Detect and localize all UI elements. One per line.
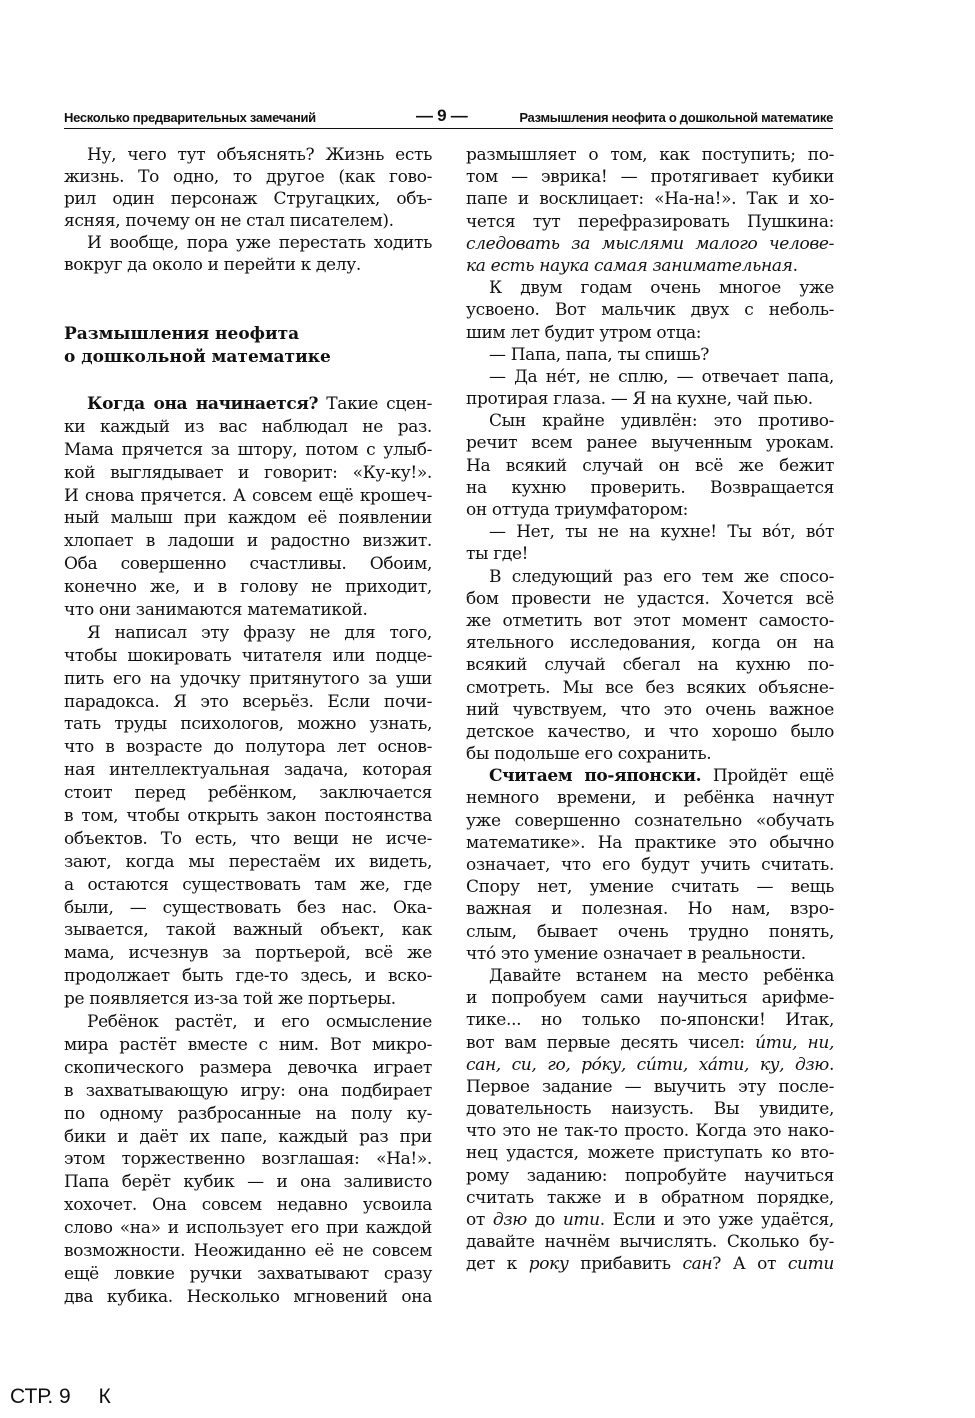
text-run: хлопает в ладоши и радостно визжит. bbox=[64, 531, 432, 552]
text-line bbox=[466, 677, 834, 699]
text-line bbox=[466, 1187, 834, 1209]
text-line bbox=[64, 874, 432, 897]
left-column-intro bbox=[64, 144, 432, 276]
text-run: математике». На практике это обычно bbox=[466, 832, 834, 853]
text-line bbox=[64, 1194, 432, 1217]
text-line bbox=[64, 942, 432, 965]
text-run: немного времени, и ребёнка начнут bbox=[466, 788, 834, 809]
text-run: кой выглядывает и говорит: «Ку-ку!». bbox=[64, 462, 432, 483]
text-line bbox=[64, 393, 432, 416]
text-line bbox=[466, 1165, 834, 1187]
text-line bbox=[466, 654, 834, 676]
text-run: зывается, такой важный объект, как bbox=[64, 920, 432, 941]
text-line bbox=[64, 1286, 432, 1309]
text-lines bbox=[64, 393, 432, 1309]
section-heading bbox=[64, 323, 331, 369]
text-line bbox=[466, 566, 834, 588]
text-line bbox=[64, 599, 432, 622]
text-run: речит всем ранее выученным урокам. bbox=[466, 433, 834, 454]
text-line bbox=[466, 876, 834, 898]
text-run: ре появляется из-за той же портьеры. bbox=[64, 989, 396, 1010]
text-run: на кухню проверить. Возвращается bbox=[466, 477, 834, 498]
text-run: — Нет, ты не на кухне! Ты во́т, во́т bbox=[489, 522, 834, 543]
right-column-body bbox=[466, 144, 834, 1276]
text-line bbox=[466, 144, 834, 166]
text-run: два кубика. Несколько мгновений она bbox=[64, 1286, 432, 1307]
text-line bbox=[466, 1098, 834, 1120]
italic-run: сан bbox=[682, 1254, 713, 1275]
text-run: бики и даёт их папе, каждый раз при bbox=[64, 1126, 432, 1147]
italic-run: и́ти, ни, bbox=[755, 1032, 834, 1053]
text-run: чтобы шокировать читателя или подце- bbox=[64, 645, 432, 666]
text-line bbox=[64, 759, 432, 782]
section-heading-line: о дошкольной математике bbox=[64, 347, 331, 367]
text-line bbox=[466, 166, 834, 188]
text-run: продолжает быть где-то здесь, и вско- bbox=[64, 966, 432, 987]
text-run: Папа берёт кубик — и она заливисто bbox=[64, 1172, 432, 1193]
text-line bbox=[466, 1209, 834, 1231]
text-run: ещё ловкие ручки захватывают сразу bbox=[64, 1263, 432, 1284]
text-line bbox=[64, 782, 432, 805]
text-run: дет к bbox=[466, 1254, 529, 1275]
text-run: ний чувствуем, что это очень важное bbox=[466, 699, 834, 720]
text-run: бом провести не удастся. Хочется всё bbox=[466, 588, 834, 609]
text-run: смотреть. Мы все без всяких объясне- bbox=[466, 677, 834, 698]
text-run: . bbox=[828, 1054, 834, 1075]
text-run: рил один персонаж Стругацких, объ- bbox=[64, 189, 432, 209]
text-run: нец удастся, можете приступать ко вто- bbox=[466, 1143, 834, 1164]
text-run: слым, бывает очень трудно понять, bbox=[466, 921, 834, 942]
text-line bbox=[466, 1142, 834, 1164]
text-run: Мама прячется за штору, потом с улыб- bbox=[64, 439, 432, 460]
text-run: папе и восклицает: «На-на!». Так и хо- bbox=[466, 189, 834, 210]
text-run: что они занимаются математикой. bbox=[64, 600, 368, 621]
text-run: протирая глаза. — Я на кухне, чай пью. bbox=[466, 389, 813, 410]
text-run: прибавить bbox=[568, 1254, 683, 1275]
text-line bbox=[466, 477, 834, 499]
text-line bbox=[64, 416, 432, 439]
text-line bbox=[64, 668, 432, 691]
running-header bbox=[64, 106, 833, 129]
text-line bbox=[64, 439, 432, 462]
text-line bbox=[64, 622, 432, 645]
italic-run: сан, си, го, ро́ку, си́ти, ха́ти, ку, дзю bbox=[466, 1054, 829, 1075]
italic-run: року bbox=[528, 1254, 569, 1275]
text-line bbox=[64, 897, 432, 920]
text-line bbox=[466, 322, 834, 344]
italic-run: следовать за мыслями малого челове- bbox=[466, 233, 834, 254]
text-run: ный малыш при каждом её появлении bbox=[64, 508, 432, 529]
text-run: шим лет будит утром отца: bbox=[466, 322, 702, 343]
text-run: В следующий раз его тем же спосо- bbox=[489, 566, 834, 587]
text-line bbox=[64, 691, 432, 714]
text-line bbox=[466, 1009, 834, 1031]
text-line bbox=[64, 988, 432, 1011]
text-line bbox=[466, 499, 834, 521]
text-line bbox=[64, 645, 432, 668]
italic-run: ка есть наука самая занимательная bbox=[466, 255, 793, 276]
text-run: в том, чтобы открыть закон постоянства bbox=[64, 806, 432, 827]
text-run: давайте начнём вычислять. Сколько бу- bbox=[466, 1232, 834, 1253]
text-line bbox=[64, 166, 432, 188]
text-run: от bbox=[466, 1210, 493, 1230]
text-run: Спору нет, умение считать — вещь bbox=[466, 877, 834, 898]
text-run: что в возрасте до полутора лет основ- bbox=[64, 737, 432, 758]
bold-run: Когда она начинается? bbox=[87, 394, 319, 414]
text-run: ясняя, почему он не стал писателем). bbox=[64, 211, 394, 231]
text-line bbox=[64, 1057, 432, 1080]
text-run: мама, исчезнув за портьерой, всё же bbox=[64, 943, 432, 964]
text-run: ная интеллектуальная задача, которая bbox=[64, 760, 432, 781]
text-run: и попробуем сами научиться арифме- bbox=[466, 988, 834, 1009]
text-line bbox=[466, 299, 834, 321]
text-line bbox=[64, 576, 432, 599]
text-line bbox=[64, 210, 432, 232]
text-run: чется тут перефразировать Пушкина: bbox=[466, 211, 834, 232]
text-line bbox=[64, 530, 432, 553]
text-line bbox=[64, 805, 432, 828]
text-run: ятельного исследования, когда он на bbox=[466, 633, 834, 654]
text-line bbox=[466, 211, 834, 233]
text-line bbox=[64, 188, 432, 210]
text-line bbox=[64, 232, 432, 254]
text-run: ? А от bbox=[712, 1254, 788, 1275]
text-run: рому заданию: попробуйте научиться bbox=[466, 1165, 834, 1186]
italic-run: дзю bbox=[492, 1210, 527, 1230]
text-run: бы подольше его сохранить. bbox=[466, 744, 712, 765]
running-header-right: Размышления неофита о дошкольной математике bbox=[519, 110, 833, 125]
text-line bbox=[466, 255, 834, 277]
text-line bbox=[466, 898, 834, 920]
text-line bbox=[466, 810, 834, 832]
text-line bbox=[64, 1103, 432, 1126]
text-run: что́ это умение означает в реальности. bbox=[466, 943, 806, 964]
text-run: он оттуда триумфатором: bbox=[466, 500, 688, 520]
text-line bbox=[466, 1253, 834, 1275]
text-line bbox=[466, 721, 834, 743]
text-run: хохочет. Она совсем недавно усвоила bbox=[64, 1195, 432, 1216]
text-line bbox=[466, 344, 834, 366]
text-line bbox=[466, 1231, 834, 1253]
text-run: тике... но только по-японски! Итак, bbox=[466, 1010, 834, 1031]
text-line bbox=[466, 921, 834, 943]
text-run: Сын крайне удивлён: это противо- bbox=[489, 411, 834, 432]
text-line bbox=[64, 1148, 432, 1171]
text-run: объектов. То есть, что вещи не исче- bbox=[64, 828, 432, 849]
text-run: конечно же, и в голову не приходит, bbox=[64, 577, 432, 598]
text-run: усвоено. Вот мальчик двух с неболь- bbox=[466, 300, 834, 321]
text-line bbox=[64, 1171, 432, 1194]
text-run: довательность наизусть. Вы увидите, bbox=[466, 1099, 834, 1120]
left-column-body bbox=[64, 393, 432, 1309]
text-run: зают, когда мы перестаём их видеть, bbox=[64, 851, 432, 872]
text-run: всякий случай сбегал на кухню по- bbox=[466, 655, 834, 676]
text-line bbox=[466, 410, 834, 432]
text-line bbox=[64, 851, 432, 874]
text-line bbox=[466, 699, 834, 721]
section-heading-line: Размышления неофита bbox=[64, 324, 300, 344]
text-run: размышляет о том, как поступить; по- bbox=[466, 145, 834, 165]
text-run: Оба совершенно счастливы. Обоим, bbox=[64, 554, 432, 575]
text-line bbox=[64, 462, 432, 485]
text-line bbox=[64, 713, 432, 736]
text-line bbox=[466, 1120, 834, 1142]
text-line bbox=[466, 765, 834, 787]
text-run: по одному разбросанные на полу ку- bbox=[64, 1103, 432, 1124]
text-line bbox=[466, 1054, 834, 1076]
text-run: этом торжественно возглашая: «На!». bbox=[64, 1149, 432, 1170]
text-line bbox=[466, 965, 834, 987]
text-run: Ну, чего тут объяснять? Жизнь есть bbox=[87, 145, 432, 165]
text-run: слово «на» и использует его при каждой bbox=[64, 1218, 432, 1239]
text-run: ки каждый из вас наблюдал не раз. bbox=[64, 416, 432, 437]
text-run: возможности. Неожиданно её не совсем bbox=[64, 1240, 432, 1261]
text-run: Такие сцен- bbox=[318, 394, 432, 414]
text-run: . bbox=[792, 255, 798, 276]
text-run: Давайте встанем на место ребёнка bbox=[489, 965, 834, 986]
text-line bbox=[466, 610, 834, 632]
text-run: уже совершенно сознательно «обучать bbox=[466, 810, 834, 831]
text-line bbox=[466, 277, 834, 299]
text-line bbox=[466, 432, 834, 454]
text-run: означает, что его будут учить считать. bbox=[466, 855, 834, 875]
text-line bbox=[64, 1126, 432, 1149]
text-run: ты где! bbox=[466, 544, 529, 565]
text-line bbox=[64, 1034, 432, 1057]
text-line bbox=[64, 254, 432, 276]
text-line bbox=[466, 743, 834, 765]
text-run: На всякий случай он всё же бежит bbox=[466, 455, 834, 476]
text-run: жизнь. То одно, то другое (как гово- bbox=[64, 167, 432, 187]
text-run: . Если и это уже удаётся, bbox=[599, 1210, 834, 1230]
text-line bbox=[64, 736, 432, 759]
text-line bbox=[466, 632, 834, 654]
text-run: тать труды психологов, можно узнать, bbox=[64, 714, 432, 735]
text-line bbox=[64, 553, 432, 576]
text-line bbox=[466, 366, 834, 388]
text-run: парадокса. Я это всерьёз. Если почи- bbox=[64, 691, 432, 712]
text-line bbox=[466, 188, 834, 210]
text-line bbox=[466, 388, 834, 410]
text-line bbox=[466, 233, 834, 255]
text-run: вокруг да около и перейти к делу. bbox=[64, 255, 361, 275]
text-run: а остаются существовать там же, где bbox=[64, 874, 432, 895]
text-run: были, — существовать без нас. Ока- bbox=[64, 897, 432, 918]
text-line bbox=[466, 854, 834, 876]
text-run: до bbox=[526, 1210, 563, 1230]
footer-mark: К bbox=[98, 1385, 111, 1408]
text-run: Ребёнок растёт, и его осмысление bbox=[87, 1012, 432, 1033]
text-run: — Папа, папа, ты спишь? bbox=[489, 344, 710, 365]
text-run: стоит перед ребёнком, заключается bbox=[64, 783, 432, 804]
text-line bbox=[64, 507, 432, 530]
text-run: вот вам первые десять чисел: bbox=[466, 1032, 756, 1053]
text-run: Я написал эту фразу не для того, bbox=[87, 622, 432, 643]
text-line bbox=[466, 987, 834, 1009]
text-line bbox=[64, 828, 432, 851]
running-header-left: Несколько предварительных замечаний bbox=[64, 110, 316, 125]
text-run: детское качество, и что хорошо было bbox=[466, 721, 834, 742]
text-line bbox=[466, 588, 834, 610]
text-run: важная и полезная. Но нам, взро- bbox=[466, 899, 834, 920]
page-footer bbox=[10, 1385, 133, 1409]
text-run: И вообще, пора уже перестать ходить bbox=[87, 233, 432, 253]
text-line bbox=[466, 521, 834, 543]
text-run: — Да не́т, не сплю, — отвечает папа, bbox=[489, 366, 834, 387]
text-run: том — эврика! — протягивает кубики bbox=[466, 167, 834, 188]
text-line bbox=[64, 144, 432, 166]
text-line bbox=[466, 1032, 834, 1054]
text-line bbox=[64, 1240, 432, 1263]
text-run: же отметить вот этот момент самосто- bbox=[466, 610, 834, 631]
text-run: скопического размера девочка играет bbox=[64, 1057, 432, 1078]
footer-page-label: СТР. 9 bbox=[10, 1385, 71, 1408]
text-line bbox=[64, 965, 432, 988]
italic-run: сити bbox=[787, 1254, 835, 1275]
page-number: — 9 — bbox=[416, 106, 468, 125]
text-line bbox=[64, 1217, 432, 1240]
text-line bbox=[466, 543, 834, 565]
text-line bbox=[64, 485, 432, 508]
text-lines bbox=[466, 144, 834, 1276]
text-run: К двум годам очень многое уже bbox=[489, 278, 834, 299]
text-run: считать также и в обратном порядке, bbox=[466, 1187, 834, 1208]
text-line bbox=[466, 455, 834, 477]
text-line bbox=[466, 787, 834, 809]
text-line bbox=[64, 1080, 432, 1103]
text-line bbox=[64, 919, 432, 942]
text-line bbox=[466, 832, 834, 854]
text-run: пить его на удочку притянутого за уши bbox=[64, 668, 432, 689]
text-run: Первое задание — выучить эту после- bbox=[466, 1076, 834, 1097]
text-line bbox=[466, 1076, 834, 1098]
text-run: в захватывающую игру: она подбирает bbox=[64, 1080, 432, 1101]
text-run: мира растёт вместе с ним. Вот микро- bbox=[64, 1034, 432, 1055]
text-run: И снова прячется. А совсем ещё крошеч- bbox=[64, 485, 432, 506]
text-run: Пройдёт ещё bbox=[701, 766, 834, 787]
text-line bbox=[64, 1011, 432, 1034]
text-lines bbox=[64, 144, 432, 276]
bold-run: Считаем по-японски. bbox=[489, 766, 702, 787]
italic-run: ити bbox=[562, 1210, 600, 1230]
text-run: что это не так-то просто. Когда это нако- bbox=[466, 1121, 834, 1142]
text-line bbox=[466, 943, 834, 965]
text-line bbox=[64, 1263, 432, 1286]
